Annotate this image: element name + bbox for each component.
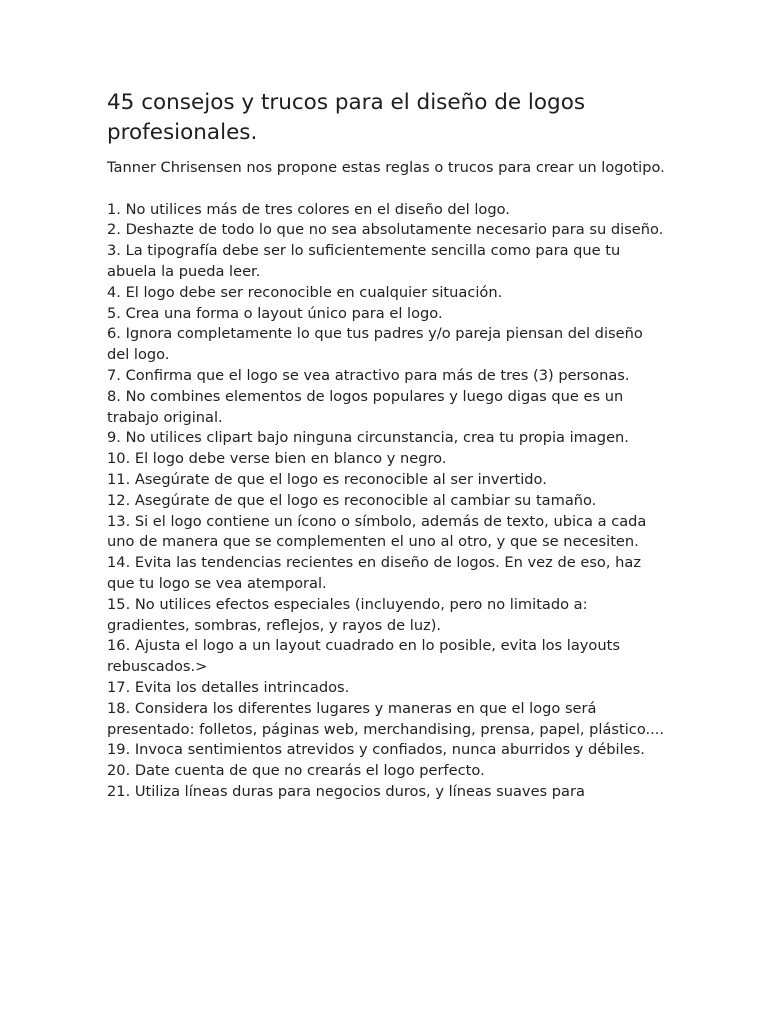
list-item: 10. El logo debe verse bien en blanco y negro. [107,450,447,468]
list-item: 2. Deshazte de todo lo que no sea absolutamente necesario para su diseño. [107,221,664,239]
list-item: 16. Ajusta el logo a un layout cuadrado en lo posible, evita los layouts rebuscados.> [107,637,620,676]
list-item: 21. Utiliza líneas duras para negocios duros, y líneas suaves para [107,782,585,800]
list-item: 19. Invoca sentimientos atrevidos y confiados, nunca aburridos y débiles. [107,741,645,759]
list-item: 3. La tipografía debe ser lo suficientemente sencilla como para que tu abuela la pueda leer. [107,242,621,280]
list-item: 8. No combines elementos de logos populares y luego digas que es un trabajo original. [107,387,624,426]
list-item: 9. No utilices clipart bajo ninguna circunstancia, crea tu propia imagen. [107,429,629,447]
list-item: 4. El logo debe ser reconocible en cualquier situación. [107,283,503,301]
tips-list [107,200,667,803]
list-item: 13. Si el logo contiene un ícono o símbolo, además de texto, ubica a cada uno de manera que se complementen el uno al otro, y que se necesiten. [107,512,647,551]
list-item: 20. Date cuenta de que no crearás el logo perfecto. [107,762,485,780]
list-item: 17. Evita los detalles intrincados. [107,678,350,696]
list-item: 1. No utilices más de tres colores en el diseño del logo. [107,200,510,218]
list-item: 6. Ignora completamente lo que tus padres y/o pareja piensan del diseño del logo. [107,325,643,364]
list-item: 7. Confirma que el logo se vea atractivo para más de tres (3) personas. [107,366,630,384]
list-item: 12. Asegúrate de que el logo es reconocible al cambiar su tamaño. [107,491,597,509]
document-title: 45 consejos y trucos para el diseño de logos profesionales. [107,90,586,145]
list-item: 5. Crea una forma o layout único para el logo. [107,304,443,322]
list-item: 18. Considera los diferentes lugares y maneras en que el logo será presentado: folletos, páginas web, merchandising, prensa, papel, plástico.... [107,699,665,738]
document-page [107,88,667,803]
intro-paragraph: Tanner Chrisensen nos propone estas reglas o trucos para crear un logotipo. [107,159,665,176]
list-item: 15. No utilices efectos especiales (incluyendo, pero no limitado a: gradientes, sombras, reflejos, y rayos de luz). [107,595,588,634]
list-item: 11. Asegúrate de que el logo es reconocible al ser invertido. [107,470,547,488]
list-item: 14. Evita las tendencias recientes en diseño de logos. En vez de eso, haz que tu logo se vea atemporal. [107,554,641,592]
